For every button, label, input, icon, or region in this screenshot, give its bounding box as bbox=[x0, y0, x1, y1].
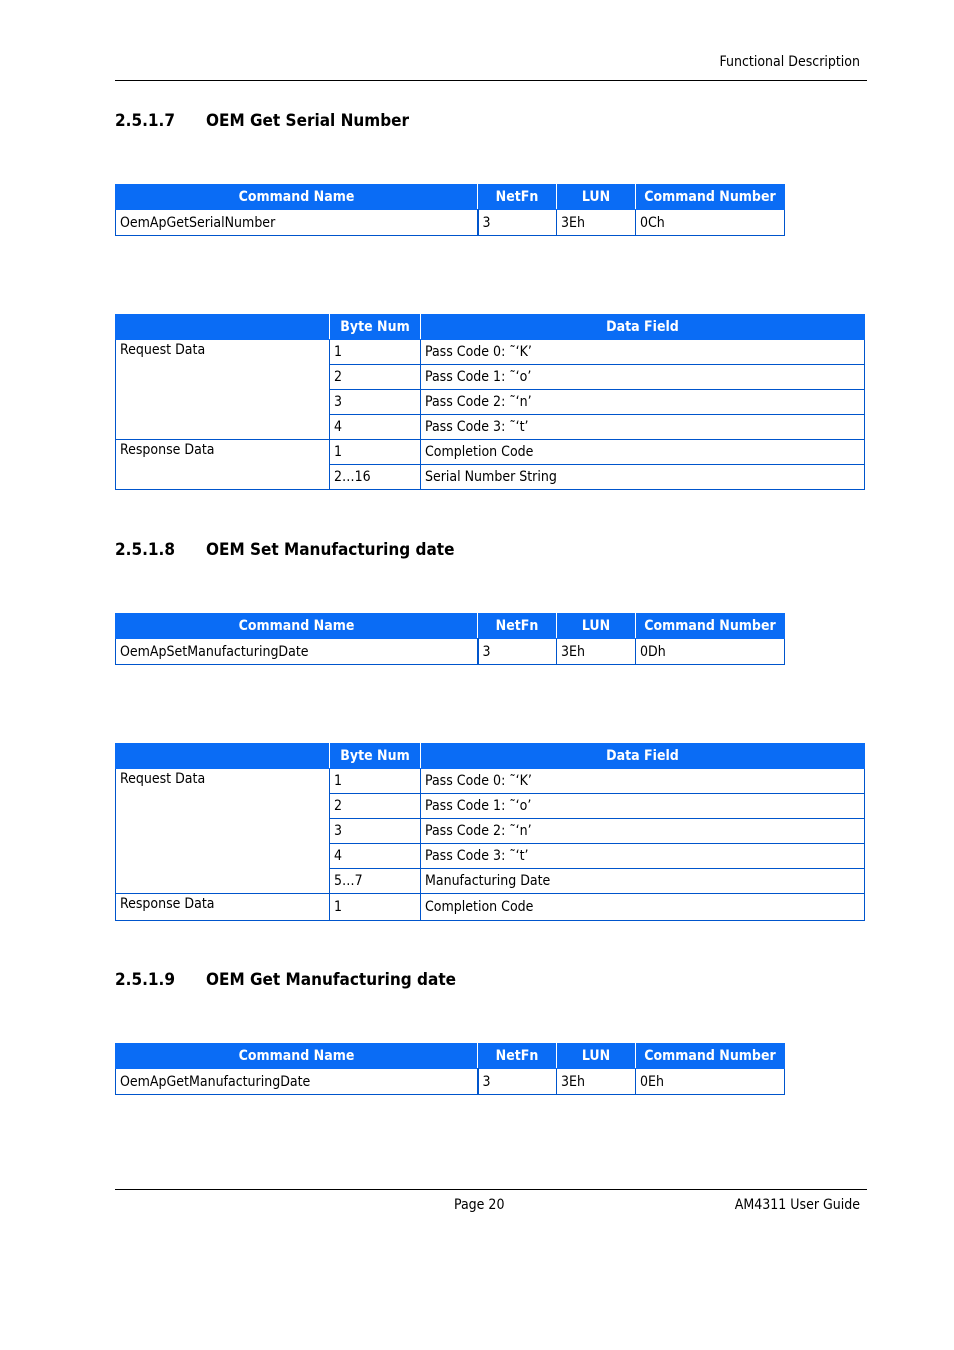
data-field: Completion Code bbox=[421, 440, 865, 465]
byte-num: 1 bbox=[330, 894, 421, 921]
command-number: 0Eh bbox=[636, 1069, 785, 1095]
netfn: 3 bbox=[478, 210, 557, 236]
table-row bbox=[116, 340, 865, 365]
header-netfn: NetFn bbox=[478, 1044, 557, 1069]
header-command-number: Command Number bbox=[636, 1044, 785, 1069]
request-data-label: Request Data bbox=[116, 769, 330, 894]
netfn: 3 bbox=[478, 639, 557, 665]
running-header: Functional Description bbox=[719, 54, 860, 70]
data-table bbox=[115, 314, 865, 490]
data-field: Pass Code 3: ˜‘t’ bbox=[421, 844, 865, 869]
data-field: Pass Code 1: ˜‘o’ bbox=[421, 365, 865, 390]
byte-num: 2…16 bbox=[330, 465, 421, 490]
section-title: OEM Set Manufacturing date bbox=[206, 540, 455, 560]
table-row bbox=[116, 210, 785, 236]
byte-num: 2 bbox=[330, 365, 421, 390]
data-field: Pass Code 1: ˜‘o’ bbox=[421, 794, 865, 819]
section-number: 2.5.1.7 bbox=[115, 111, 175, 131]
table-row bbox=[116, 894, 865, 921]
header-command-number: Command Number bbox=[636, 185, 785, 210]
data-field: Pass Code 2: ˜‘n’ bbox=[421, 390, 865, 415]
header-command-name: Command Name bbox=[116, 1044, 478, 1069]
data-field: Manufacturing Date bbox=[421, 869, 865, 894]
data-field: Serial Number String bbox=[421, 465, 865, 490]
byte-num: 1 bbox=[330, 340, 421, 365]
byte-num: 2 bbox=[330, 794, 421, 819]
request-data-label: Request Data bbox=[116, 340, 330, 440]
data-table bbox=[115, 743, 865, 921]
command-table bbox=[115, 1043, 785, 1095]
command-name: OemApSetManufacturingDate bbox=[116, 639, 478, 665]
header-command-name: Command Name bbox=[116, 614, 478, 639]
data-field: Pass Code 2: ˜‘n’ bbox=[421, 819, 865, 844]
data-field: Pass Code 0: ˜‘K’ bbox=[421, 769, 865, 794]
header-lun: LUN bbox=[557, 185, 636, 210]
lun: 3Eh bbox=[557, 639, 636, 665]
table-row bbox=[116, 769, 865, 794]
header-command-name: Command Name bbox=[116, 185, 478, 210]
header-data-field: Data Field bbox=[421, 315, 865, 340]
header-byte-num: Byte Num bbox=[330, 315, 421, 340]
header-netfn: NetFn bbox=[478, 614, 557, 639]
byte-num: 5…7 bbox=[330, 869, 421, 894]
section-heading bbox=[115, 540, 454, 560]
command-number: 0Dh bbox=[636, 639, 785, 665]
data-field: Completion Code bbox=[421, 894, 865, 921]
byte-num: 3 bbox=[330, 819, 421, 844]
byte-num: 4 bbox=[330, 844, 421, 869]
header-byte-num: Byte Num bbox=[330, 744, 421, 769]
section-number: 2.5.1.9 bbox=[115, 970, 175, 990]
table-row bbox=[116, 639, 785, 665]
section-number: 2.5.1.8 bbox=[115, 540, 175, 560]
command-table bbox=[115, 613, 785, 665]
header-blank bbox=[116, 744, 330, 769]
header-lun: LUN bbox=[557, 614, 636, 639]
document-title: AM4311 User Guide bbox=[734, 1197, 860, 1213]
header-command-number: Command Number bbox=[636, 614, 785, 639]
header-blank bbox=[116, 315, 330, 340]
lun: 3Eh bbox=[557, 210, 636, 236]
table-row bbox=[116, 1069, 785, 1095]
data-field: Pass Code 0: ˜‘K’ bbox=[421, 340, 865, 365]
command-table bbox=[115, 184, 785, 236]
byte-num: 4 bbox=[330, 415, 421, 440]
command-number: 0Ch bbox=[636, 210, 785, 236]
byte-num: 1 bbox=[330, 440, 421, 465]
footer-rule bbox=[115, 1189, 867, 1190]
response-data-label: Response Data bbox=[116, 440, 330, 490]
data-field: Pass Code 3: ˜‘t’ bbox=[421, 415, 865, 440]
lun: 3Eh bbox=[557, 1069, 636, 1095]
command-name: OemApGetManufacturingDate bbox=[116, 1069, 478, 1095]
section-title: OEM Get Manufacturing date bbox=[206, 970, 457, 990]
section-heading bbox=[115, 111, 409, 131]
byte-num: 3 bbox=[330, 390, 421, 415]
section-title: OEM Get Serial Number bbox=[206, 111, 410, 131]
header-rule bbox=[115, 80, 867, 81]
section-heading bbox=[115, 970, 456, 990]
netfn: 3 bbox=[478, 1069, 557, 1095]
response-data-label: Response Data bbox=[116, 894, 330, 921]
byte-num: 1 bbox=[330, 769, 421, 794]
page-number: Page 20 bbox=[454, 1197, 505, 1213]
header-lun: LUN bbox=[557, 1044, 636, 1069]
table-row bbox=[116, 440, 865, 465]
header-netfn: NetFn bbox=[478, 185, 557, 210]
command-name: OemApGetSerialNumber bbox=[116, 210, 478, 236]
header-data-field: Data Field bbox=[421, 744, 865, 769]
